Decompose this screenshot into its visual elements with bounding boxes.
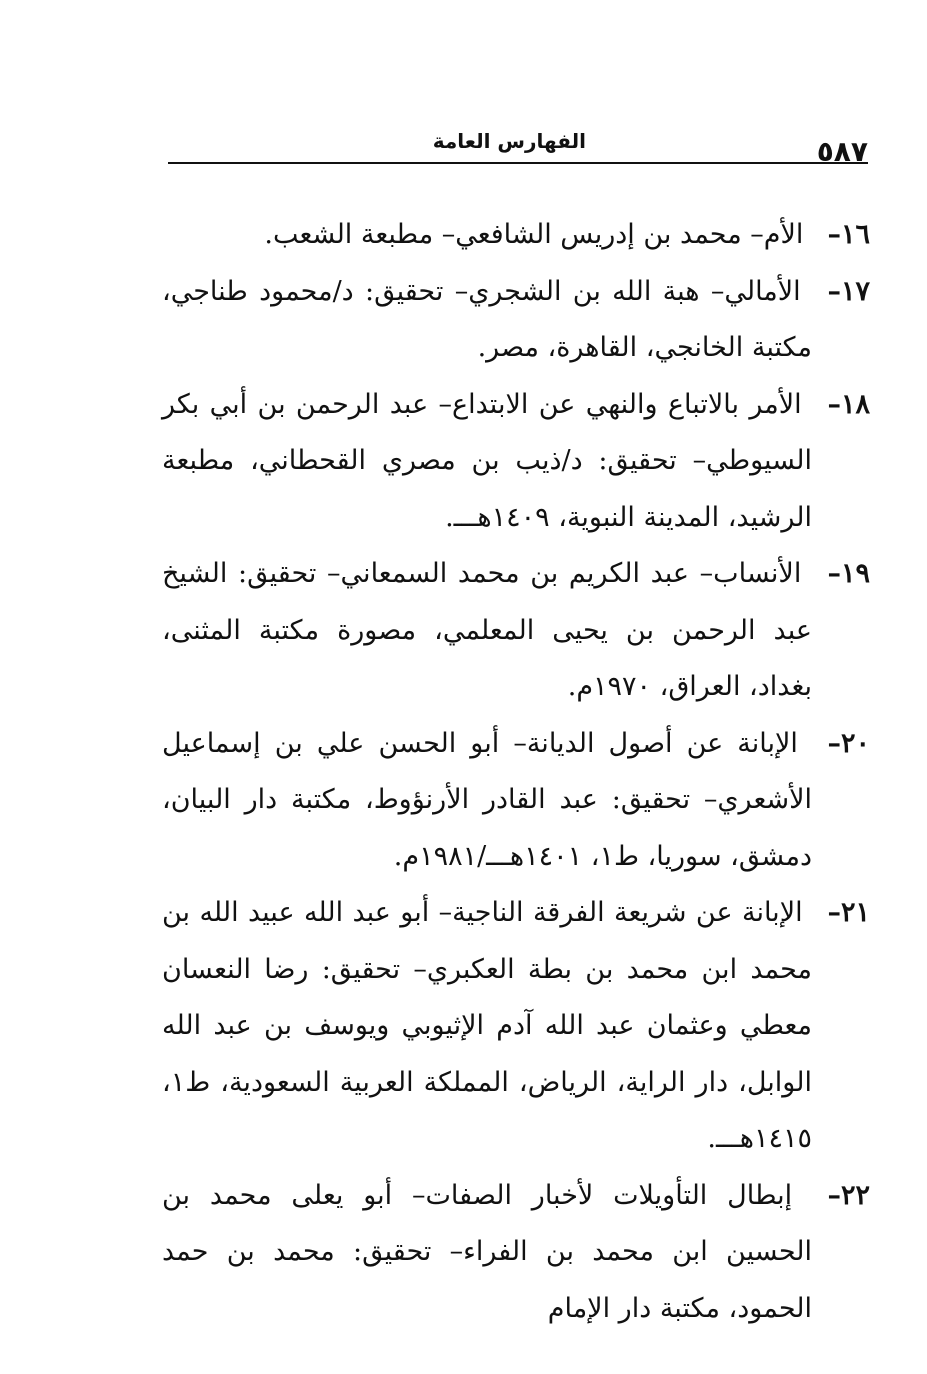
entry-number: ٢٠– xyxy=(827,727,870,759)
page-number: ٥٨٧ xyxy=(816,135,868,168)
entry-number: ١٩– xyxy=(827,558,870,589)
bibliography-entry-22 xyxy=(150,1168,870,1338)
entry-text: الإبانة عن أصول الديانة– أبو الحسن علي بن إسماعيل الأشعري– تحقيق: عبد القادر الأرنؤوط، مكتبة دار البيان، دمشق، سوريا، ط١، ١٤٠١هـــ/١٩٨١م. xyxy=(162,727,812,872)
page-header xyxy=(168,124,868,174)
entry-text: الأمر بالاتباع والنهي عن الابتداع– عبد الرحمن بن أبي بكر السيوطي– تحقيق: د/ذيب بن مصري القحطاني، مطبعة الرشيد، المدينة النبوية، ١٤٠٩هـــ. xyxy=(162,388,812,533)
entry-text: إبطال التأويلات لأخبار الصفات– أبو يعلى محمد بن الحسين ابن محمد بن الفراء– تحقيق: محمد بن حمد الحمود، مكتبة دار الإمام xyxy=(162,1179,812,1324)
bibliography-list xyxy=(150,207,870,1367)
bibliography-entry-19 xyxy=(150,546,870,716)
entry-text: الأم– محمد بن إدريس الشافعي– مطبعة الشعب. xyxy=(264,219,804,250)
entry-number: ١٨– xyxy=(827,388,870,420)
bibliography-entry-16 xyxy=(150,207,870,264)
entry-text: الأمالي– هبة الله بن الشجري– تحقيق: د/محمود طناجي، مكتبة الخانجي، القاهرة، مصر. xyxy=(162,275,812,363)
entry-number: ١٦– xyxy=(827,219,870,250)
bibliography-entry-20 xyxy=(150,716,870,886)
running-title: الفهارس العامة xyxy=(432,129,586,153)
entry-text: الإبانة عن شريعة الفرقة الناجية– أبو عبد الله عبيد الله بن محمد ابن محمد بن بطة العكبري– تحقيق: رضا النعسان معطي وعثمان عبد الله آدم الإثيوبي ويوسف بن عبد الله الوابل، دار الراية، الرياض، المملكة العربية السعودية، ط١، ١٤١٥هـــ. xyxy=(162,897,812,1154)
entry-text: الأنساب– عبد الكريم بن محمد السمعاني– تحقيق: الشيخ عبد الرحمن بن يحيى المعلمي، مصورة مكتبة المثنى، بغداد، العراق، ١٩٧٠م. xyxy=(162,558,812,702)
header-rule xyxy=(168,162,868,164)
entry-number: ١٧– xyxy=(827,275,870,307)
entry-number: ٢١– xyxy=(827,897,870,928)
bibliography-entry-17 xyxy=(150,264,870,377)
bibliography-entry-18 xyxy=(150,377,870,547)
entry-number: ٢٢– xyxy=(827,1179,870,1211)
bibliography-entry-21 xyxy=(150,885,870,1168)
